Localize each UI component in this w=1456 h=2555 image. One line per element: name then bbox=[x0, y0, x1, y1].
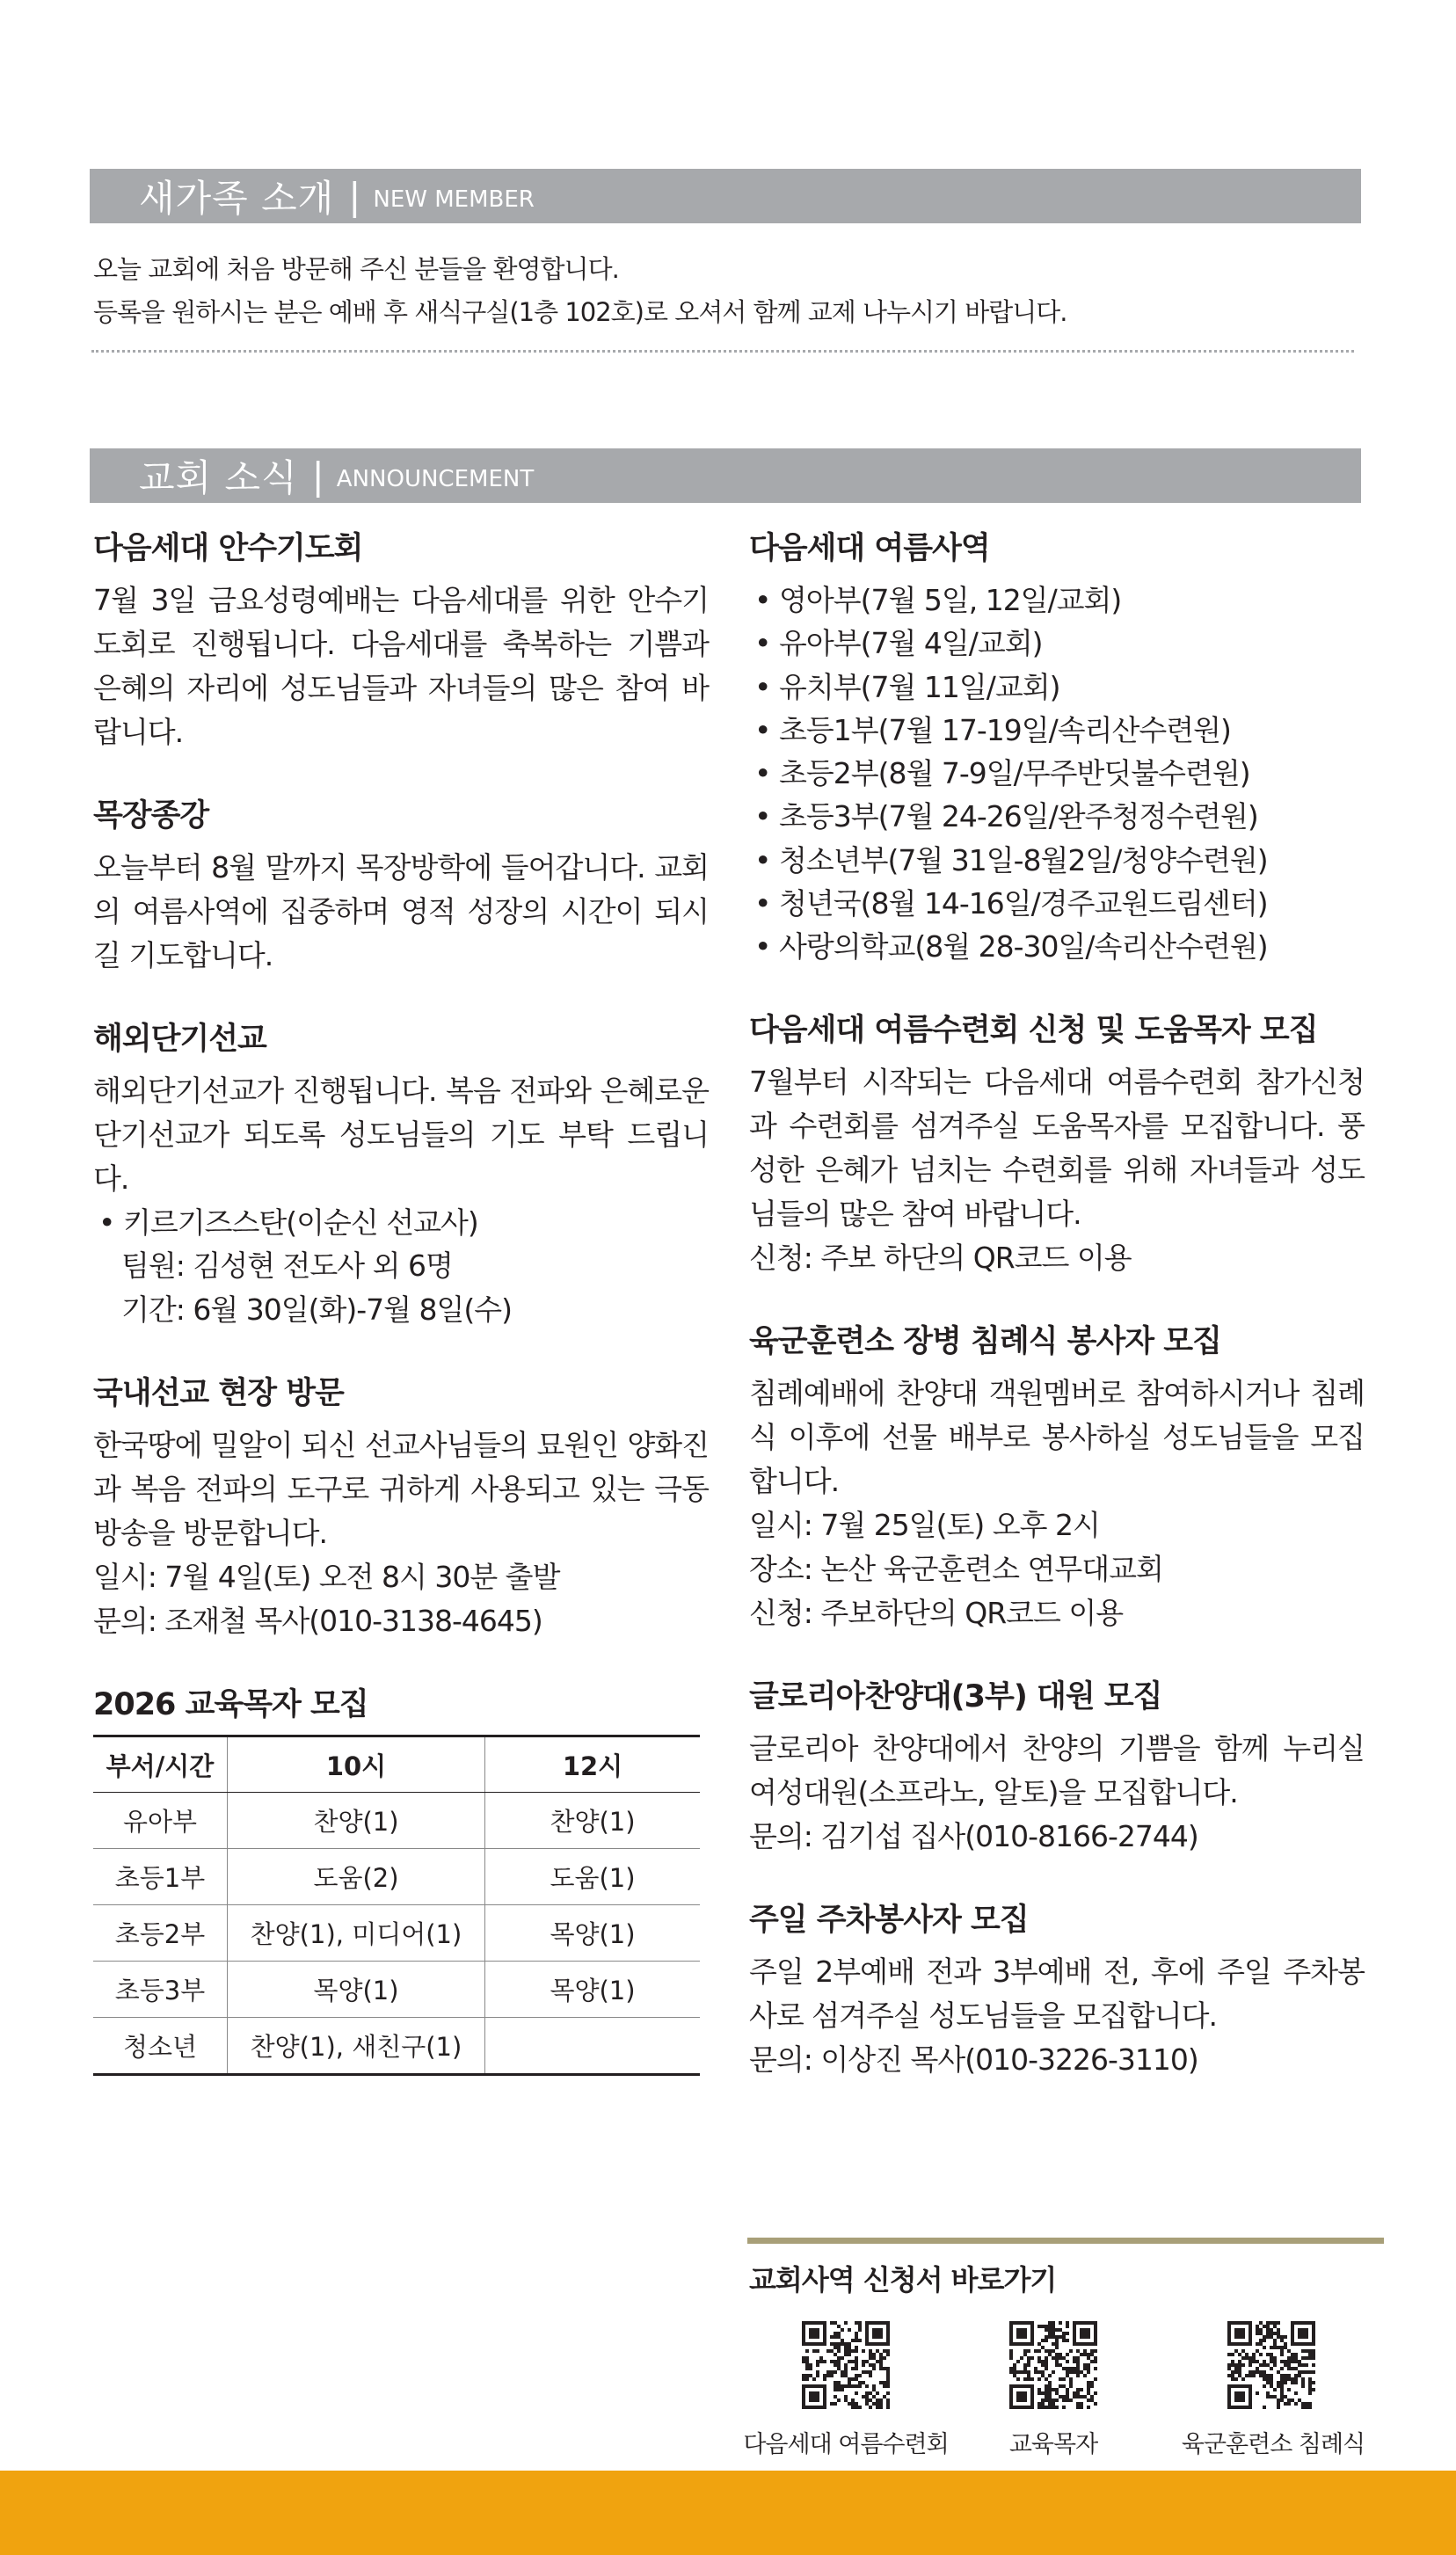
footer-band bbox=[0, 2471, 1456, 2555]
section-title: 목장종강 bbox=[93, 798, 209, 833]
section-text: 한국땅에 밀알이 되신 선교사님들의 묘원인 양화진과 복음 전파의 도구로 귀하게 사용되고 있는 극동방송을 방문합니다. bbox=[93, 1428, 709, 1551]
qr-code-icon[interactable] bbox=[1227, 2321, 1315, 2409]
list-item: • 초등2부(8월 7-9일/무주반딧불수련원) bbox=[749, 752, 1365, 795]
table-cell: 도움(1) bbox=[485, 1849, 701, 1905]
qr-caption: 교육목자 bbox=[1008, 2431, 1098, 2458]
table-cell: 초등1부 bbox=[93, 1849, 228, 1905]
section-overseas-mission bbox=[93, 1015, 709, 1332]
place-line: 장소: 논산 육군훈련소 연무대교회 bbox=[749, 1551, 1163, 1586]
section-title: 주일 주차봉사자 모집 bbox=[749, 1902, 1029, 1938]
list-item: • 사랑의학교(8월 28-30일/속리산수련원) bbox=[749, 925, 1365, 968]
intro-line: 등록을 원하시는 분은 예배 후 새식구실(1층 102호)로 오셔서 함께 교제 나누시기 바랍니다. bbox=[93, 297, 1067, 327]
date-line: 일시: 7월 25일(토) 오후 2시 bbox=[749, 1507, 1100, 1542]
announcement-title-en: ANNOUNCEMENT bbox=[336, 466, 535, 492]
new-member-title-en: NEW MEMBER bbox=[373, 186, 535, 213]
section-text: 7월부터 시작되는 다음세대 여름수련회 참가신청과 수련회를 섬겨주실 도움목자를 모집합니다. 풍성한 은혜가 넘치는 수련회를 위해 자녀들과 성도님들의 많은 참여 바랍니다. bbox=[749, 1064, 1365, 1231]
qr-divider bbox=[747, 2238, 1384, 2244]
qr-code-icon[interactable] bbox=[1009, 2321, 1097, 2409]
section-ordination-prayer bbox=[93, 524, 709, 754]
qr-code-icon[interactable] bbox=[802, 2321, 890, 2409]
header-separator: | bbox=[348, 174, 361, 218]
qr-caption: 육군훈련소 침례식 bbox=[1181, 2431, 1365, 2458]
section-text: 글로리아 찬양대에서 찬양의 기쁨을 함께 누리실 여성대원(소프라노, 알토)을 모집합니다. bbox=[749, 1730, 1365, 1809]
table-cell: 초등3부 bbox=[93, 1962, 228, 2018]
list-item: • 유아부(7월 4일/교회) bbox=[749, 622, 1365, 665]
intro-line: 오늘 교회에 처음 방문해 주신 분들을 환영합니다. bbox=[93, 254, 619, 284]
section-text: 해외단기선교가 진행됩니다. 복음 전파와 은혜로운 단기선교가 되도록 성도님들의 기도 부탁 드립니다. bbox=[93, 1074, 709, 1196]
section-text: 주일 2부예배 전과 3부예배 전, 후에 주일 주차봉사로 섬겨주실 성도님들을 모집합니다. bbox=[749, 1954, 1365, 2033]
list-item: • 청년국(8월 14-16일/경주교원드림센터) bbox=[749, 882, 1365, 925]
announcement-header bbox=[90, 448, 1361, 503]
table-cell: 목양(1) bbox=[485, 1962, 701, 2018]
summer-list bbox=[749, 579, 1365, 969]
table-header: 10시 bbox=[228, 1736, 485, 1793]
table-row bbox=[93, 1962, 700, 2018]
section-title: 국내선교 현장 방문 bbox=[93, 1376, 344, 1412]
table-cell: 목양(1) bbox=[228, 1962, 485, 2018]
section-domestic-mission bbox=[93, 1369, 709, 1643]
section-title: 육군훈련소 장병 침례식 봉사자 모집 bbox=[749, 1323, 1221, 1359]
section-title: 2026 교육목자 모집 bbox=[93, 1687, 368, 1723]
table-header: 12시 bbox=[485, 1736, 701, 1793]
section-summer-ministry bbox=[749, 524, 1365, 969]
table-cell: 유아부 bbox=[93, 1793, 228, 1849]
section-title: 해외단기선교 bbox=[93, 1022, 266, 1057]
left-column bbox=[93, 524, 709, 2113]
section-parking bbox=[749, 1896, 1365, 2082]
date-line: 일시: 7월 4일(토) 오전 8시 30분 출발 bbox=[93, 1560, 560, 1595]
list-item: • 키르기즈스탄(이순신 선교사) bbox=[93, 1201, 709, 1244]
section-cell-closing bbox=[93, 791, 709, 978]
table-cell: 찬양(1) bbox=[228, 1793, 485, 1849]
section-summer-retreat bbox=[749, 1006, 1365, 1280]
section-title: 다음세대 안수기도회 bbox=[93, 531, 363, 566]
section-text: 침례예배에 찬양대 객원멤버로 참여하시거나 침례식 이후에 선물 배부로 봉사하실 성도님들을 모집합니다. bbox=[749, 1375, 1365, 1498]
list-item: • 초등3부(7월 24-26일/완주청정수련원) bbox=[749, 795, 1365, 838]
list-item: • 영아부(7월 5일, 12일/교회) bbox=[749, 579, 1365, 622]
section-title: 다음세대 여름사역 bbox=[749, 531, 990, 566]
table-cell: 찬양(1) bbox=[485, 1793, 701, 1849]
table-cell bbox=[485, 2018, 701, 2075]
section-title: 다음세대 여름수련회 신청 및 도움목자 모집 bbox=[749, 1012, 1318, 1048]
qr-section-title: 교회사역 신청서 바로가기 bbox=[749, 2263, 1057, 2297]
section-text: 7월 3일 금요성령예배는 다음세대를 위한 안수기도회로 진행됩니다. 다음세대를 축복하는 기쁨과 은혜의 자리에 성도님들과 자녀들의 많은 참여 바랍니다. bbox=[93, 583, 709, 749]
list-item: • 청소년부(7월 31일-8월2일/청양수련원) bbox=[749, 839, 1365, 882]
apply-line: 신청: 주보하단의 QR코드 이용 bbox=[749, 1595, 1124, 1630]
apply-line: 신청: 주보 하단의 QR코드 이용 bbox=[749, 1240, 1132, 1275]
new-member-intro bbox=[93, 248, 1067, 334]
table-cell: 초등2부 bbox=[93, 1905, 228, 1962]
table-row bbox=[93, 2018, 700, 2075]
section-title: 글로리아찬양대(3부) 대원 모집 bbox=[749, 1678, 1162, 1714]
new-member-header bbox=[90, 169, 1361, 223]
announcement-title: 교회 소식 bbox=[139, 456, 298, 499]
table-cell: 찬양(1), 미디어(1) bbox=[228, 1905, 485, 1962]
table-cell: 찬양(1), 새친구(1) bbox=[228, 2018, 485, 2075]
section-choir bbox=[749, 1672, 1365, 1859]
qr-caption: 다음세대 여름수련회 bbox=[743, 2431, 949, 2458]
table-cell: 목양(1) bbox=[485, 1905, 701, 1962]
education-table bbox=[93, 1735, 700, 2076]
contact-line: 문의: 조재철 목사(010-3138-4645) bbox=[93, 1604, 542, 1639]
contact-line: 문의: 이상진 목사(010-3226-3110) bbox=[749, 2042, 1198, 2077]
dotted-divider bbox=[91, 350, 1354, 353]
team-line: 팀원: 김성현 전도사 외 6명 bbox=[121, 1248, 453, 1284]
new-member-title: 새가족 소개 bbox=[139, 177, 335, 220]
right-column bbox=[749, 524, 1365, 2119]
section-education-shepherd bbox=[93, 1680, 709, 2076]
table-header: 부서/시간 bbox=[93, 1736, 228, 1793]
period-line: 기간: 6월 30일(화)-7월 8일(수) bbox=[121, 1292, 512, 1328]
table-cell: 도움(2) bbox=[228, 1849, 485, 1905]
table-cell: 청소년 bbox=[93, 2018, 228, 2075]
header-separator: | bbox=[311, 454, 324, 498]
table-row bbox=[93, 1905, 700, 1962]
table-row bbox=[93, 1849, 700, 1905]
list-item: • 유치부(7월 11일/교회) bbox=[749, 666, 1365, 709]
table-row bbox=[93, 1793, 700, 1849]
section-baptism-volunteer bbox=[749, 1317, 1365, 1635]
contact-line: 문의: 김기섭 집사(010-8166-2744) bbox=[749, 1818, 1198, 1853]
list-item: • 초등1부(7월 17-19일/속리산수련원) bbox=[749, 709, 1365, 752]
section-text: 오늘부터 8월 말까지 목장방학에 들어갑니다. 교회의 여름사역에 집중하며 영적 성장의 시간이 되시길 기도합니다. bbox=[93, 850, 709, 972]
